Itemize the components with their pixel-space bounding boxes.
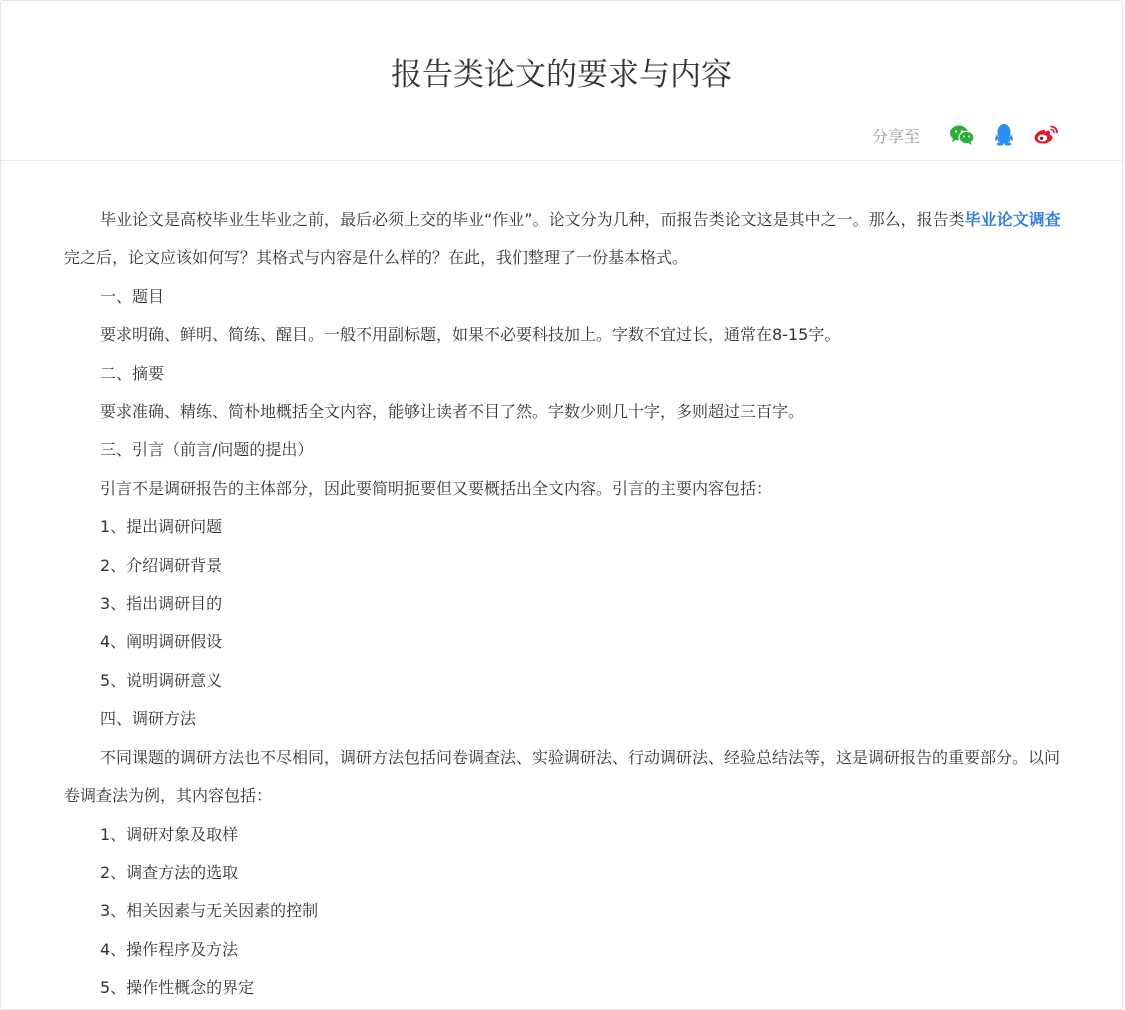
share-weibo-button[interactable] (1032, 121, 1060, 149)
article-body (64, 201, 1064, 1008)
list-item: 4、阐明调研假设 (100, 632, 223, 652)
body-paragraph: 要求准确、精练、简朴地概括全文内容，能够让读者不目了然。字数少则几十字，多则超过三百字。 (100, 402, 805, 422)
body-paragraph: 引言不是调研报告的主体部分，因此要简明扼要但又要概括出全文内容。引言的主要内容包括： (100, 478, 773, 498)
article-keyword-link[interactable]: 毕业论文调查 (964, 210, 1061, 229)
weibo-icon (1033, 124, 1059, 146)
section-heading-title: 一、题目 (100, 286, 165, 306)
wechat-icon (949, 124, 975, 146)
body-paragraph: 不同课题的调研方法也不尽相同，调研方法包括问卷调查法、实验调研法、行动调研法、经验总结法等，这是调研报告的重要部分。以问卷调查法为例，其内容包括： (64, 747, 1061, 806)
body-paragraph: 要求明确、鲜明、简练、醒目。一般不用副标题，如果不必要科技加上。字数不宜过长，通常在8-15字。 (100, 325, 841, 345)
list-item: 3、指出调研目的 (100, 594, 223, 614)
share-label: 分享至 (871, 126, 920, 146)
article-header (1, 1, 1122, 161)
list-item: 4、操作程序及方法 (100, 939, 239, 959)
list-item: 5、操作性概念的界定 (100, 978, 255, 998)
qq-icon (994, 123, 1014, 147)
list-item: 1、调研对象及取样 (100, 824, 239, 844)
share-qq-button[interactable] (990, 121, 1018, 149)
section-heading-abstract: 二、摘要 (100, 363, 165, 383)
list-item: 2、介绍调研背景 (100, 555, 223, 575)
list-item: 3、相关因素与无关因素的控制 (100, 901, 319, 921)
intro-text-end: 完之后，论文应该如何写？其格式与内容是什么样的？在此，我们整理了一份基本格式。 (64, 248, 689, 268)
intro-text-start: 毕业论文是高校毕业生毕业之前，最后必须上交的毕业“作业”。论文分为几种，而报告类论文这是其中之一。那么，报告类 (100, 210, 965, 229)
section-heading-methods: 四、调研方法 (100, 709, 197, 729)
list-item: 5、说明调研意义 (100, 670, 223, 690)
list-item: 1、提出调研问题 (100, 517, 223, 537)
share-wechat-button[interactable] (948, 121, 976, 149)
share-bar (872, 120, 1060, 150)
section-heading-introduction: 三、引言（前言/问题的提出） (100, 440, 314, 460)
list-item: 2、调查方法的选取 (100, 862, 239, 882)
intro-paragraph (64, 201, 1064, 278)
article-title: 报告类论文的要求与内容 (391, 57, 732, 93)
